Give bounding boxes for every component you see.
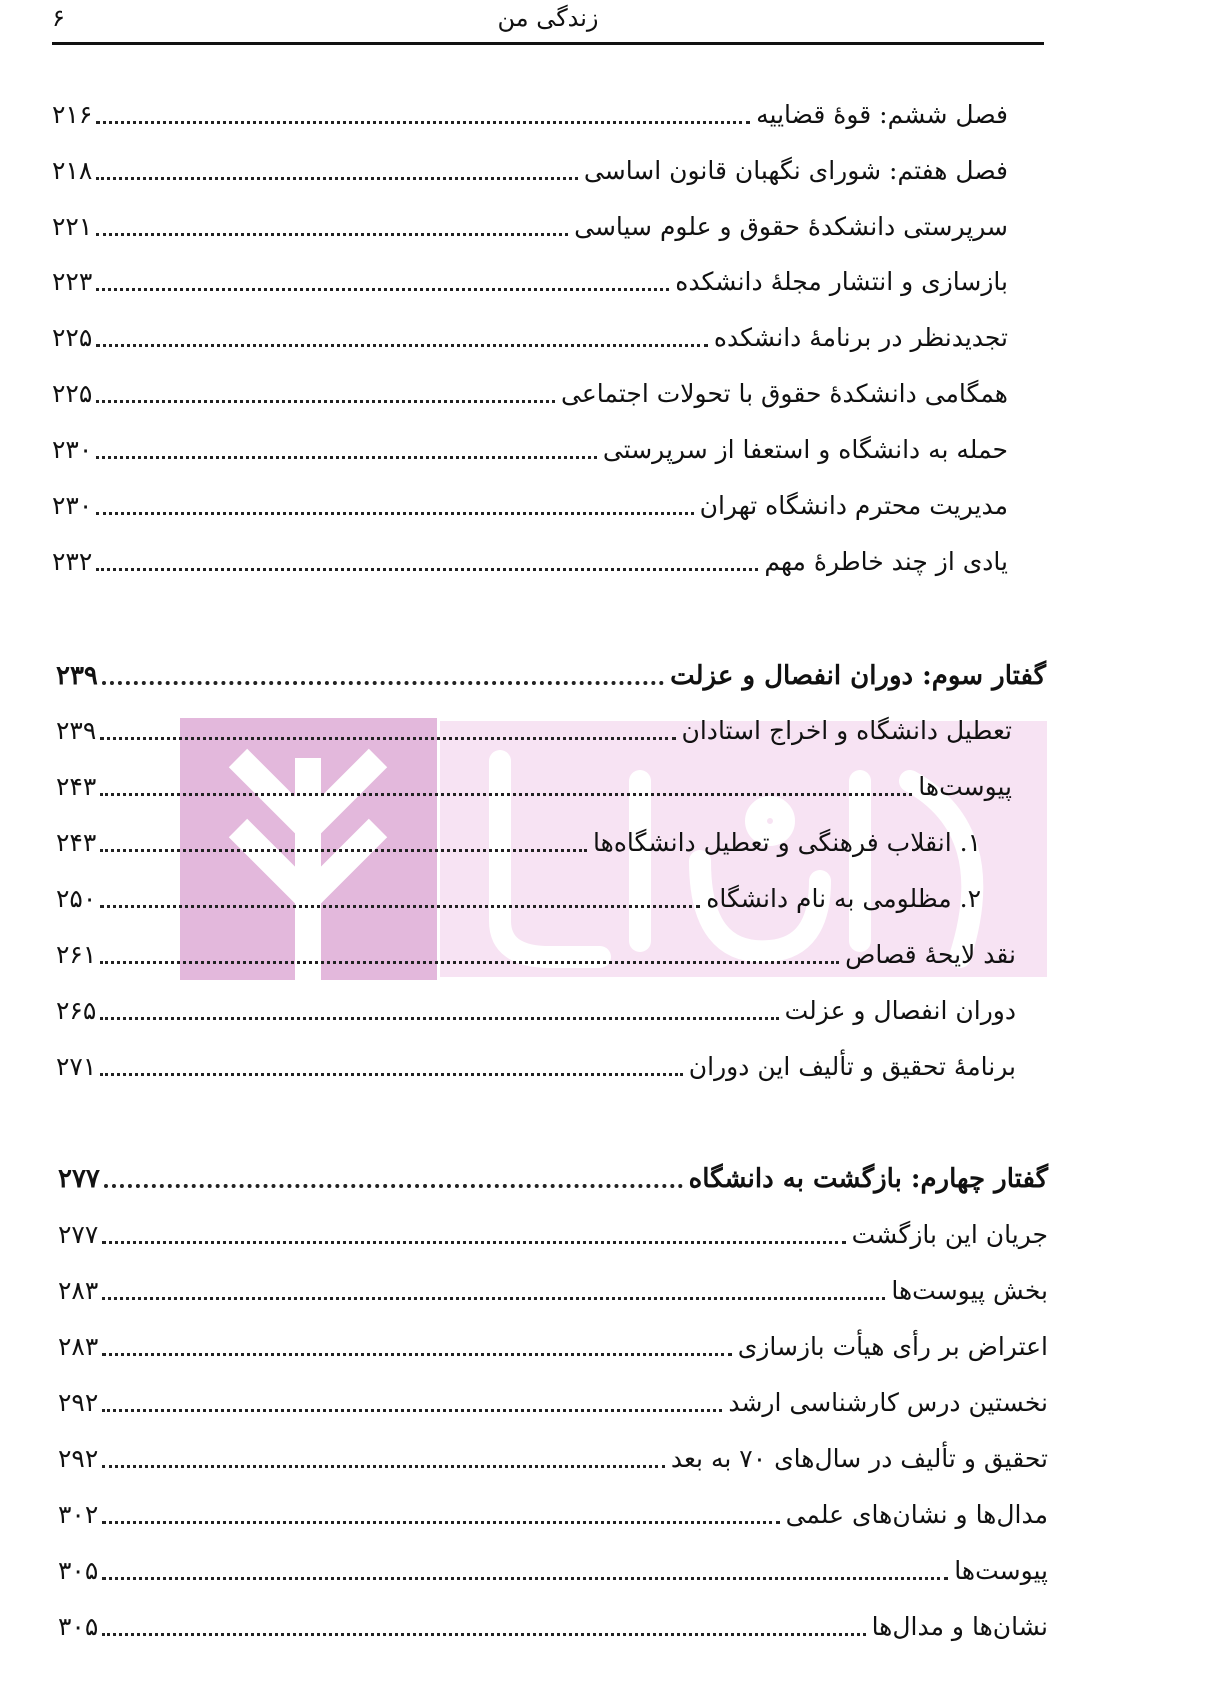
dot-leader [100,1017,778,1020]
toc-entry-page: ۲۲۱ [52,212,93,241]
toc-entry-title: فصل ششم: قوهٔ قضاییه [756,100,1008,129]
toc-entry [58,1324,1048,1364]
toc-entry-title: پیوست‌ها [954,1556,1048,1585]
toc-entry [56,1044,1016,1084]
dot-leader [102,1353,731,1356]
toc-entry [56,876,981,916]
toc-entry-page: ۲۳۹ [56,716,97,745]
toc-heading-title: گفتار سوم: دوران انفصال و عزلت [670,661,1046,691]
toc-entry-page: ۲۹۲ [58,1388,99,1417]
dot-leader [102,1633,865,1636]
toc-entry-title: نخستین درس کارشناسی ارشد [728,1388,1048,1417]
toc-entry [52,148,1008,188]
toc-entry-page: ۲۲۵ [52,379,93,408]
toc-entry-title: مدال‌ها و نشان‌های علمی [785,1500,1048,1529]
toc-entry-page: ۲۶۵ [56,996,97,1025]
toc-entry-page: ۲۸۳ [58,1276,99,1305]
toc-entry [52,427,1008,467]
toc-entry [58,1436,1048,1476]
toc-entry-title: تحقیق و تألیف در سال‌های ۷۰ به بعد [670,1444,1048,1473]
toc-entry-title: دوران انفصال و عزلت [784,996,1016,1025]
dot-leader [102,1521,779,1524]
toc-entry-title: حمله به دانشگاه و استعفا از سرپرستی [602,435,1008,464]
dot-leader [102,1577,948,1580]
dot-leader [96,344,708,347]
toc-entry-page: ۲۴۳ [56,772,97,801]
toc-entry-title: سرپرستی دانشکدهٔ حقوق و علوم سیاسی [574,212,1008,241]
toc-entry-title: بازسازی و انتشار مجلهٔ دانشکده [675,267,1008,296]
toc-entry [52,315,1008,355]
dot-leader [100,849,587,852]
toc-entry-title: بخش پیوست‌ها [891,1276,1048,1305]
toc-entry [58,1268,1048,1308]
toc-entry [56,764,1012,804]
dot-leader [96,288,669,291]
toc-entry-page: ۲۷۱ [56,1052,97,1081]
toc-entry-page: ۳۰۵ [58,1556,99,1585]
dot-leader [102,1297,885,1300]
dot-leader [96,233,568,236]
toc-entry-page: ۲۲۵ [52,323,93,352]
dot-leader [100,905,700,908]
toc-entry-page: ۲۴۳ [56,828,97,857]
dot-leader [102,681,664,685]
toc-heading-title: گفتار چهارم: بازگشت به دانشگاه [688,1164,1048,1194]
toc-entry [52,92,1008,132]
toc-entry-page: ۲۸۳ [58,1332,99,1361]
toc-entry-page: ۲۲۳ [52,267,93,296]
toc-entry-page: ۲۵۰ [56,884,97,913]
dot-leader [96,456,597,459]
toc-entry [52,204,1008,244]
toc-entry [56,932,1016,972]
toc-entry-page: ۲۶۱ [56,940,97,969]
toc-entry-title: ۱. انقلاب فرهنگی و تعطیل دانشگاه‌ها [593,828,981,857]
toc-heading-page: ۲۷۷ [58,1164,100,1194]
dot-leader [96,512,693,515]
toc-entry-title: ۲. مظلومی به نام دانشگاه [706,884,981,913]
toc-entry-title: تعطیل دانشگاه و اخراج استادان [681,716,1012,745]
header-book-title: زندگی من [497,4,599,32]
toc-entry-title: برنامهٔ تحقیق و تألیف این دوران [688,1052,1016,1081]
dot-leader [102,1241,845,1244]
toc-entry-page: ۲۱۸ [52,156,93,185]
toc-entry [58,1380,1048,1420]
toc-entry-page: ۲۳۰ [52,435,93,464]
toc-entry-title: همگامی دانشکدهٔ حقوق با تحولات اجتماعی [561,379,1008,408]
toc-entry-title: فصل هفتم: شورای نگهبان قانون اساسی [583,156,1008,185]
toc-entry [58,1548,1048,1588]
toc-entry [52,483,1008,523]
toc-entry-title: نقد لایحهٔ قصاص [845,940,1016,969]
toc-entry-title: اعتراض بر رأی هیأت بازسازی [737,1332,1048,1361]
toc-entry [56,708,1012,748]
toc-entry [58,1212,1048,1252]
toc-entry-page: ۲۳۲ [52,547,93,576]
toc-entry-page: ۳۰۲ [58,1500,99,1529]
toc-section-heading [56,653,1046,693]
dot-leader [100,737,675,740]
toc-entry [58,1492,1048,1532]
toc-entry-page: ۲۷۷ [58,1220,99,1249]
toc-entry-page: ۳۰۵ [58,1612,99,1641]
dot-leader [102,1409,722,1412]
dot-leader [100,1073,683,1076]
toc-entry [52,371,1008,411]
toc-section-heading [58,1156,1048,1196]
dot-leader [104,1184,683,1188]
toc-heading-page: ۲۳۹ [56,661,98,691]
toc-entry-page: ۲۹۲ [58,1444,99,1473]
dot-leader [102,1465,665,1468]
header-page-number: ۶ [52,4,65,32]
toc-entry [56,820,981,860]
toc-entry-title: مدیریت محترم دانشگاه تهران [699,491,1008,520]
dot-leader [96,121,750,124]
toc-entry-title: جریان این بازگشت [851,1220,1048,1249]
toc-entry [56,988,1016,1028]
toc-entry-title: پیوست‌ها [918,772,1012,801]
toc-entry-title: تجدیدنظر در برنامهٔ دانشکده [713,323,1008,352]
toc-entry-title: یادی از چند خاطرهٔ مهم [764,547,1008,576]
dot-leader [100,961,839,964]
toc-entry-title: نشان‌ها و مدال‌ها [871,1612,1048,1641]
dot-leader [96,177,578,180]
dot-leader [100,793,912,796]
dot-leader [96,568,758,571]
toc-entry [58,1604,1048,1644]
toc-entry-page: ۲۱۶ [52,100,93,129]
toc-entry [52,259,1008,299]
toc-entry [52,539,1008,579]
toc-entry-page: ۲۳۰ [52,491,93,520]
dot-leader [96,400,555,403]
